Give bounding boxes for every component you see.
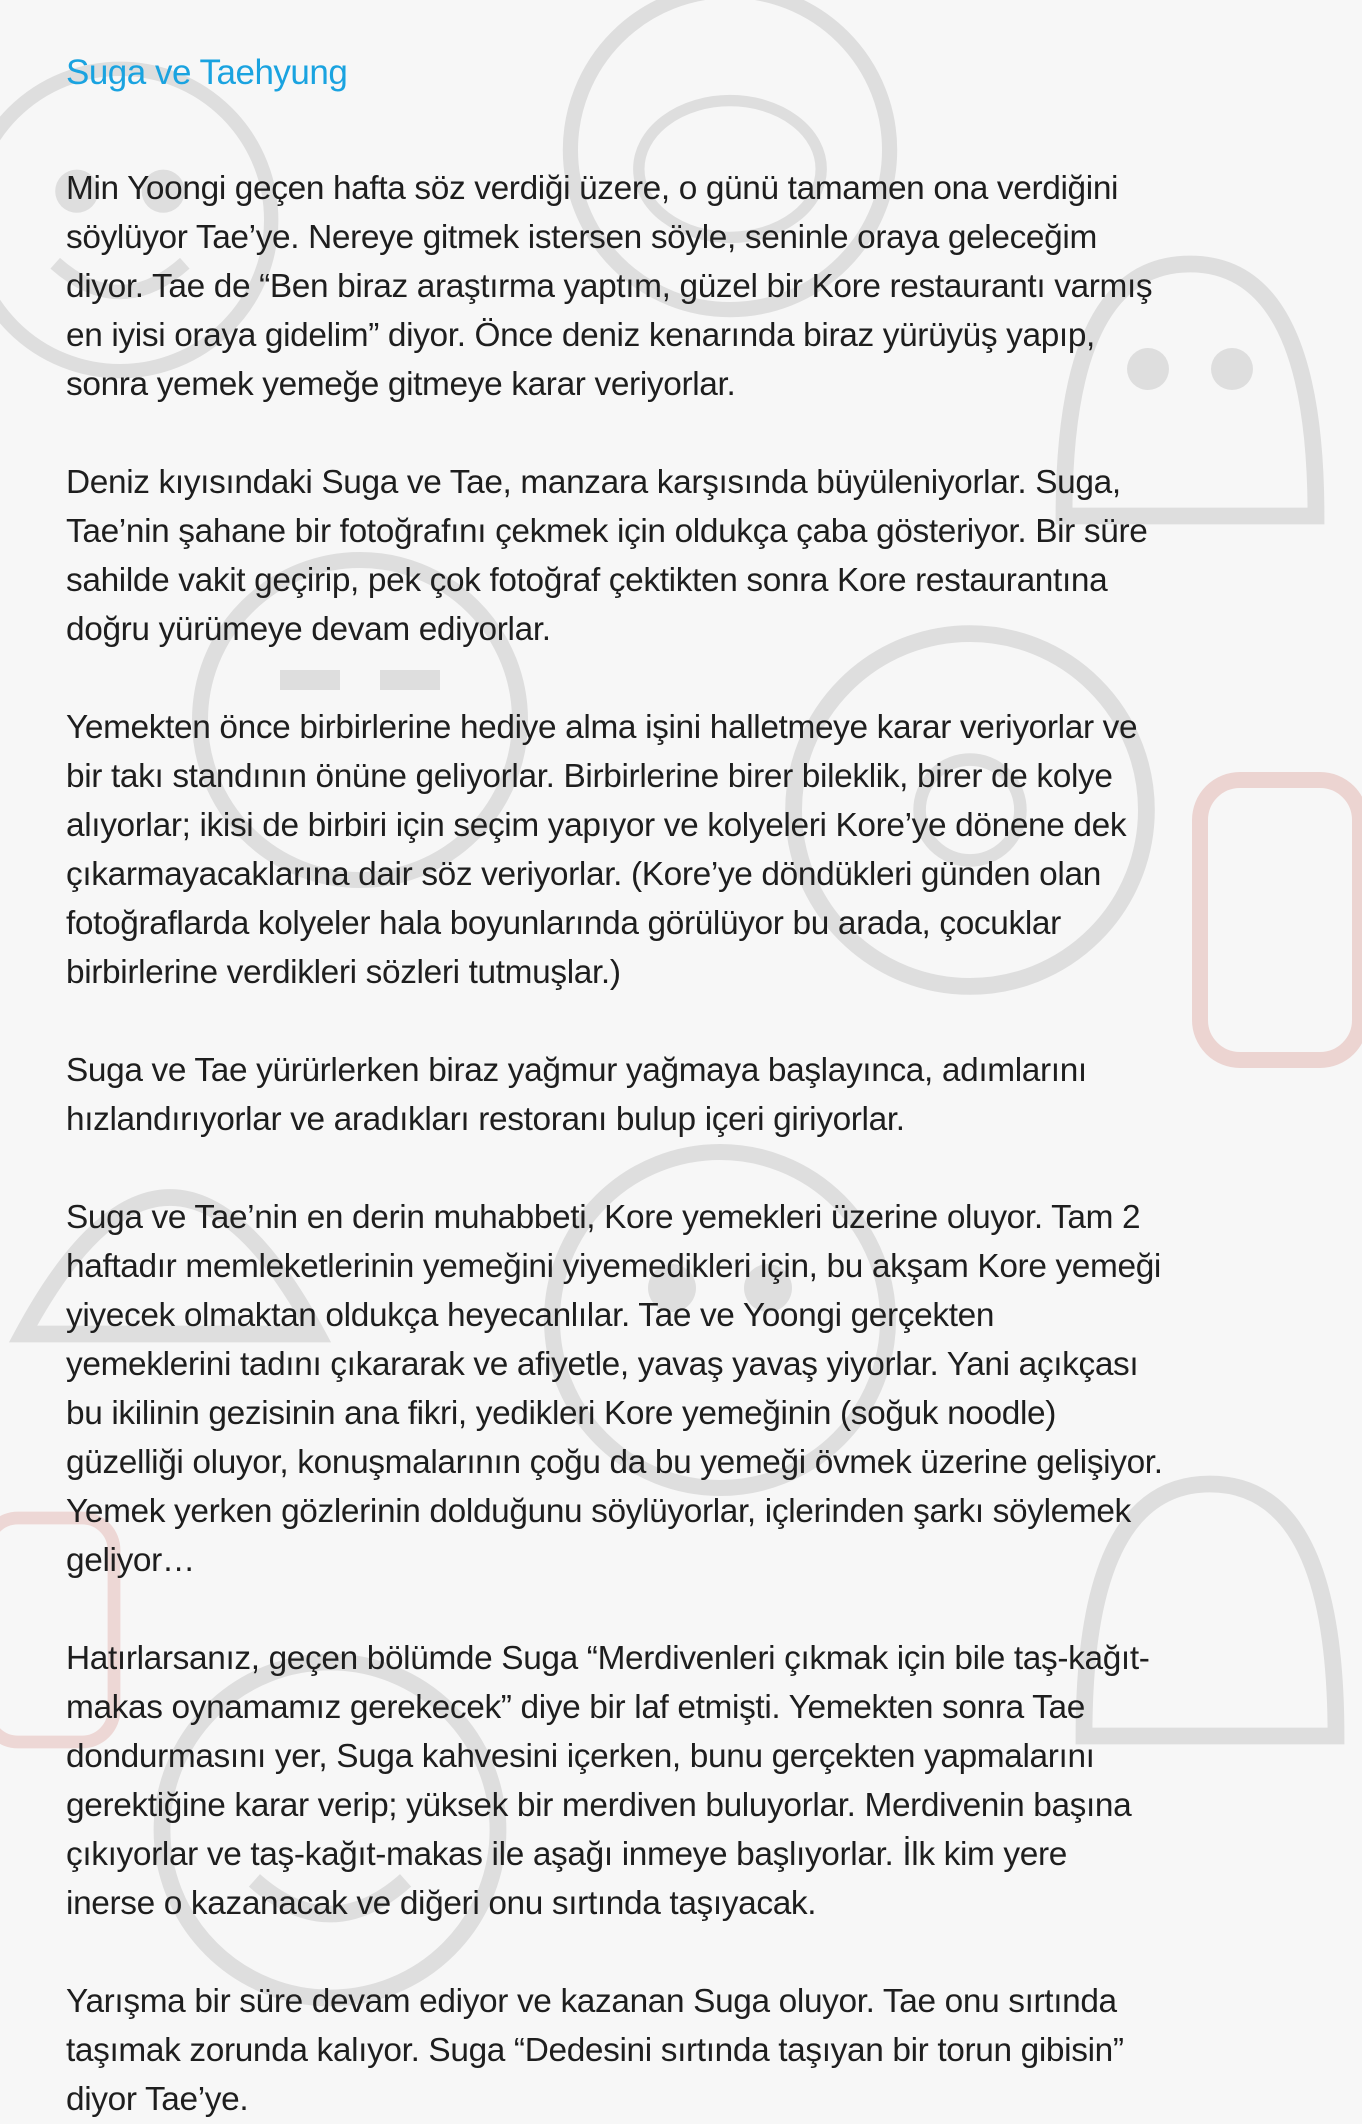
article-title: Suga ve Taehyung: [66, 53, 348, 92]
paragraph-4: Suga ve Tae yürürlerken biraz yağmur yağmaya başlayınca, adımlarını hızlandırıyorlar ve aradıkları restoranı bulup içeri giriyorlar.: [66, 1052, 1087, 1138]
paragraph-5: Suga ve Tae’nin en derin muhabbeti, Kore yemekleri üzerine oluyor. Tam 2 haftadır memleketlerinin yemeğini yiyemedikleri için, bu akşam Kore yemeği yiyecek olmaktan oldukça heyecanlılar. Tae ve Yoongi gerçekten yemeklerini tadını çıkararak ve afiyetle, yavaş yavaş yiyorlar. Yani açıkçası bu ikilinin gezisinin ana fikri, yedikleri Kore yemeğinin (soğuk noodle) güzelliği oluyor, konuşmalarının çoğu da bu yemeği övmek üzerine gelişiyor. Yemek yerken gözlerinin dolduğunu söylüyorlar, içlerinden şarkı söylemek geliyor…: [66, 1199, 1163, 1579]
paragraph-7: Yarışma bir süre devam ediyor ve kazanan Suga oluyor. Tae onu sırtında taşımak zorunda kalıyor. Suga “Dedesini sırtında taşıyan bir torun gibisin” diyor Tae’ye.: [66, 1983, 1124, 2118]
paragraph-1: Min Yoongi geçen hafta söz verdiği üzere, o günü tamamen ona verdiğini söylüyor Tae’ye. Nereye gitmek istersen söyle, seninle oraya geleceğim diyor. Tae de “Ben biraz araştırma yaptım, güzel bir Kore restaurantı varmış en iyisi oraya gidelim” diyor. Önce deniz kenarında biraz yürüyüş yapıp, sonra yemek yemeğe gitmeye karar veriyorlar.: [66, 170, 1153, 403]
paragraph-3: Yemekten önce birbirlerine hediye alma işini halletmeye karar veriyorlar ve bir takı standının önüne geliyorlar. Birbirlerine birer bileklik, birer de kolye alıyorlar; ikisi de birbiri için seçim yapıyor ve kolyeleri Kore’ye dönene dek çıkarmayacaklarına dair söz veriyorlar. (Kore’ye döndükleri günden olan fotoğraflarda kolyeler hala boyunlarında görülüyor bu arada, çocuklar birbirlerine verdikleri sözleri tutmuşlar.): [66, 709, 1138, 991]
paragraph-6: Hatırlarsanız, geçen bölümde Suga “Merdivenleri çıkmak için bile taş-kağıt-makas oynamamız gerekecek” diye bir laf etmişti. Yemekten sonra Tae dondurmasını yer, Suga kahvesini içerken, bunu gerçekten yapmalarını gerektiğine karar verip; yüksek bir merdiven buluyorlar. Merdivenin başına çıkıyorlar ve taş-kağıt-makas ile aşağı inmeye başlıyorlar. İlk kim yere inerse o kazanacak ve diğeri onu sırtında taşıyacak.: [66, 1640, 1150, 1922]
paragraph-2: Deniz kıyısındaki Suga ve Tae, manzara karşısında büyüleniyorlar. Suga, Tae’nin şahane bir fotoğrafını çekmek için oldukça çaba gösteriyor. Bir süre sahilde vakit geçirip, pek çok fotoğraf çektikten sonra Kore restaurantına doğru yürümeye devam ediyorlar.: [66, 464, 1148, 648]
